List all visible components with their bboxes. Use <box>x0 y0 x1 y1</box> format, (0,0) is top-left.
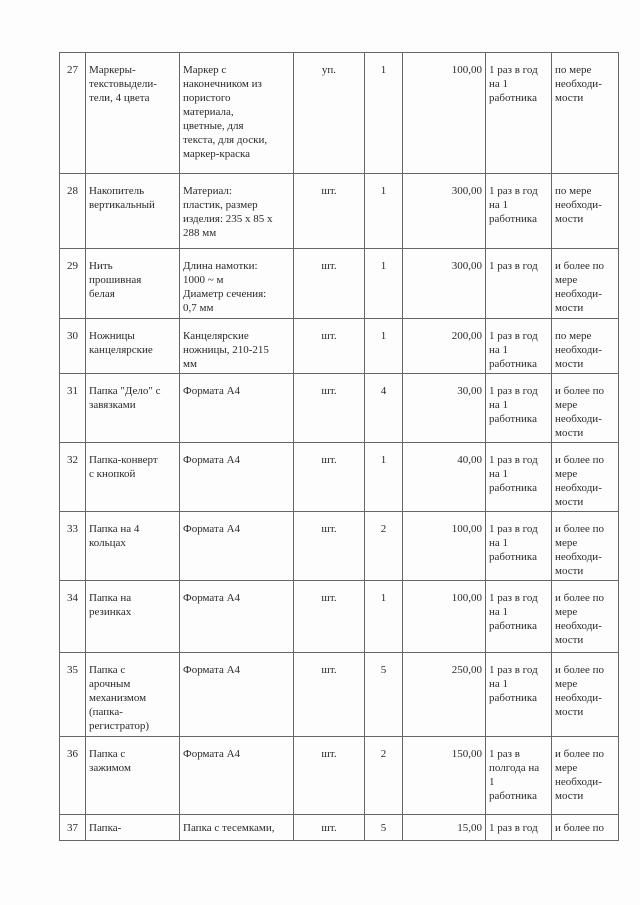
item-quantity: 5 <box>365 815 403 841</box>
item-frequency: 1 раз в год на 1 работника <box>486 174 552 249</box>
item-price: 100,00 <box>403 512 486 581</box>
item-quantity: 1 <box>365 249 403 319</box>
item-name: Ножницы канцелярские <box>86 319 180 374</box>
item-description: Папка с тесемками, <box>180 815 294 841</box>
item-frequency: 1 раз в год на 1 работника <box>486 374 552 443</box>
item-note: и более по <box>552 815 619 841</box>
item-note: по мере необходи- мости <box>552 319 619 374</box>
supplies-table <box>59 52 619 841</box>
item-description: Формата А4 <box>180 374 294 443</box>
item-frequency: 1 раз в год на 1 работника <box>486 512 552 581</box>
item-price: 30,00 <box>403 374 486 443</box>
item-name: Папка- <box>86 815 180 841</box>
item-description: Длина намотки: 1000 ~ м Диаметр сечения: 0,7 мм <box>180 249 294 319</box>
row-number: 34 <box>60 581 86 653</box>
item-note: и более по мере необходи- мости <box>552 443 619 512</box>
item-name: Папка на резинках <box>86 581 180 653</box>
item-note: и более по мере необходи- мости <box>552 512 619 581</box>
item-name: Папка "Дело" с завязками <box>86 374 180 443</box>
item-unit: уп. <box>294 53 365 174</box>
table-row <box>60 815 619 841</box>
item-name: Нить прошивная белая <box>86 249 180 319</box>
item-unit: шт. <box>294 174 365 249</box>
item-quantity: 1 <box>365 319 403 374</box>
item-description: Маркер с наконечником из пористого материала, цветные, для текста, для доски, маркер-краска <box>180 53 294 174</box>
item-name: Папка с зажимом <box>86 737 180 815</box>
table-row <box>60 737 619 815</box>
item-price: 300,00 <box>403 174 486 249</box>
item-note: и более по мере необходи- мости <box>552 374 619 443</box>
item-note: по мере необходи- мости <box>552 53 619 174</box>
item-description: Формата А4 <box>180 443 294 512</box>
item-unit: шт. <box>294 443 365 512</box>
item-quantity: 1 <box>365 581 403 653</box>
item-price: 150,00 <box>403 737 486 815</box>
item-price: 15,00 <box>403 815 486 841</box>
item-price: 40,00 <box>403 443 486 512</box>
item-description: Канцелярские ножницы, 210-215 мм <box>180 319 294 374</box>
table-row <box>60 653 619 737</box>
row-number: 30 <box>60 319 86 374</box>
item-price: 300,00 <box>403 249 486 319</box>
item-quantity: 1 <box>365 53 403 174</box>
table-row <box>60 443 619 512</box>
row-number: 31 <box>60 374 86 443</box>
item-description: Формата А4 <box>180 512 294 581</box>
item-unit: шт. <box>294 653 365 737</box>
item-quantity: 1 <box>365 443 403 512</box>
item-quantity: 2 <box>365 512 403 581</box>
item-quantity: 4 <box>365 374 403 443</box>
item-quantity: 1 <box>365 174 403 249</box>
item-name: Папка на 4 кольцах <box>86 512 180 581</box>
item-quantity: 5 <box>365 653 403 737</box>
item-unit: шт. <box>294 581 365 653</box>
item-frequency: 1 раз в год на 1 работника <box>486 443 552 512</box>
item-frequency: 1 раз в год на 1 работника <box>486 581 552 653</box>
row-number: 35 <box>60 653 86 737</box>
item-unit: шт. <box>294 815 365 841</box>
item-frequency: 1 раз в год <box>486 249 552 319</box>
item-price: 200,00 <box>403 319 486 374</box>
row-number: 28 <box>60 174 86 249</box>
table-row <box>60 249 619 319</box>
table-row <box>60 319 619 374</box>
row-number: 33 <box>60 512 86 581</box>
item-description: Формата А4 <box>180 653 294 737</box>
item-unit: шт. <box>294 249 365 319</box>
item-note: и более по мере необходи- мости <box>552 581 619 653</box>
item-quantity: 2 <box>365 737 403 815</box>
row-number: 29 <box>60 249 86 319</box>
item-frequency: 1 раз в год <box>486 815 552 841</box>
item-unit: шт. <box>294 737 365 815</box>
item-name: Папка-конверт с кнопкой <box>86 443 180 512</box>
item-description: Формата А4 <box>180 581 294 653</box>
table-row <box>60 512 619 581</box>
item-frequency: 1 раз в год на 1 работника <box>486 653 552 737</box>
item-unit: шт. <box>294 374 365 443</box>
item-note: и более по мере необходи- мости <box>552 653 619 737</box>
table-row <box>60 581 619 653</box>
item-note: по мере необходи- мости <box>552 174 619 249</box>
item-unit: шт. <box>294 512 365 581</box>
item-description: Формата А4 <box>180 737 294 815</box>
item-name: Накопитель вертикальный <box>86 174 180 249</box>
row-number: 37 <box>60 815 86 841</box>
item-frequency: 1 раз в год на 1 работника <box>486 319 552 374</box>
item-note: и более по мере необходи- мости <box>552 249 619 319</box>
item-price: 100,00 <box>403 581 486 653</box>
table-row <box>60 374 619 443</box>
item-name: Папка с арочным механизмом (папка- регистратор) <box>86 653 180 737</box>
item-price: 250,00 <box>403 653 486 737</box>
row-number: 36 <box>60 737 86 815</box>
item-unit: шт. <box>294 319 365 374</box>
item-price: 100,00 <box>403 53 486 174</box>
table-row <box>60 174 619 249</box>
table-row <box>60 53 619 174</box>
item-frequency: 1 раз в полгода на 1 работника <box>486 737 552 815</box>
item-name: Маркеры- текстовыдели- тели, 4 цвета <box>86 53 180 174</box>
item-frequency: 1 раз в год на 1 работника <box>486 53 552 174</box>
row-number: 32 <box>60 443 86 512</box>
item-note: и более по мере необходи- мости <box>552 737 619 815</box>
row-number: 27 <box>60 53 86 174</box>
item-description: Материал: пластик, размер изделия: 235 х 85 х 288 мм <box>180 174 294 249</box>
